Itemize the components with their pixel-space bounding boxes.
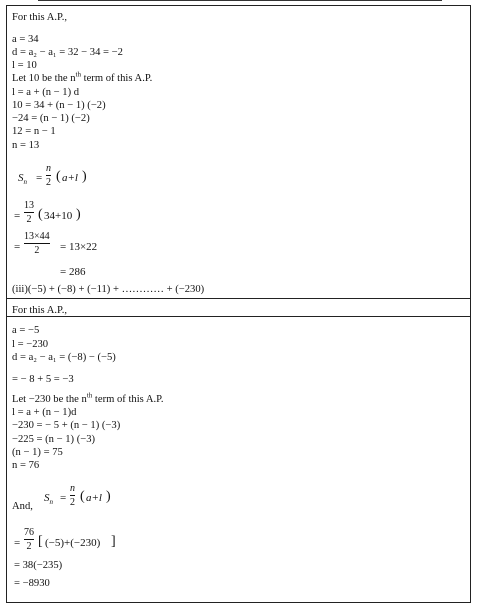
step1-open-paren: (: [38, 207, 43, 222]
line-a: a = 34: [12, 34, 39, 45]
sn-fraction-2: n 2: [70, 483, 75, 508]
line-s3: (n − 1) = 75: [12, 447, 63, 458]
step3-sum: (−5)+(−230): [45, 537, 101, 549]
line-step1: 10 = 34 + (n − 1) (−2): [12, 100, 106, 111]
line-formula-2: l = a + (n − 1)d: [12, 407, 77, 418]
step3-open-bracket: [: [38, 534, 43, 549]
line-s1: −230 = − 5 + (n − 1) (−3): [12, 420, 121, 431]
sn-close-paren: ): [82, 169, 87, 184]
line-let: Let 10 be the $n^{th}$ term of this A.P.: [12, 70, 153, 84]
result-286: = 286: [60, 266, 86, 278]
sn-label: $S_n$: [18, 172, 27, 187]
line-s2: −225 = (n − 1) (−3): [12, 434, 96, 445]
line-a-2: a = −5: [12, 325, 40, 336]
line-d: d = a₂ − a₁ = 32 − 34 = −2: [12, 47, 123, 58]
sn-eq: =: [36, 172, 43, 184]
step2-fraction: 13×44 2: [24, 231, 50, 256]
line-d-2: d = a₂ − a₁ = (−8) − (−5): [12, 352, 116, 363]
heading-ap-2: For this A.P.,: [12, 305, 68, 316]
line-step3: 12 = n − 1: [12, 126, 56, 137]
line-step2: −24 = (n − 1) (−2): [12, 113, 90, 124]
line-n: n = 13: [12, 140, 40, 151]
line-formula: l = a + (n − 1) d: [12, 87, 80, 98]
step3-close-bracket: ]: [111, 534, 116, 549]
sn2-close-paren: ): [106, 489, 111, 504]
line-l-2: l = −230: [12, 339, 49, 350]
step1-close-paren: ): [76, 207, 81, 222]
line-l: l = 10: [12, 60, 37, 71]
step1-fraction: 13 2: [24, 200, 34, 225]
sn-fraction: n 2: [46, 163, 51, 188]
heading-ap: For this A.P.,: [12, 12, 68, 23]
question-iii: (iii)(−5) + (−8) + (−11) + ………… + (−230): [12, 284, 205, 295]
and-label: And,: [12, 501, 33, 512]
sn2-open-paren: (: [80, 489, 85, 504]
step3-eq: =: [14, 537, 21, 549]
result-8930: = −8930: [14, 578, 50, 589]
step1-eq: =: [14, 210, 21, 222]
step1-sum: 34+10: [44, 210, 73, 222]
sn-a-plus-l: a+l: [62, 172, 78, 184]
line-let-2: Let −230 be the $n^{th}$ term of this A.P.: [12, 391, 164, 405]
top-rule: [38, 0, 442, 1]
step4: = 38(−235): [14, 560, 63, 571]
sn-a-plus-l-2: a+l: [86, 492, 102, 504]
question-divider-top: [6, 298, 471, 299]
step3-fraction: 76 2: [24, 527, 34, 552]
sn-open-paren: (: [56, 169, 61, 184]
step2-rhs: = 13×22: [60, 241, 98, 253]
line-s4: n = 76: [12, 460, 40, 471]
step2-eq: =: [14, 241, 21, 253]
sn-label-2: $S_n$: [44, 492, 53, 507]
question-divider-bottom: [6, 316, 471, 317]
sn-eq-2: =: [60, 492, 67, 504]
line-d-2b: = − 8 + 5 = −3: [12, 374, 74, 385]
